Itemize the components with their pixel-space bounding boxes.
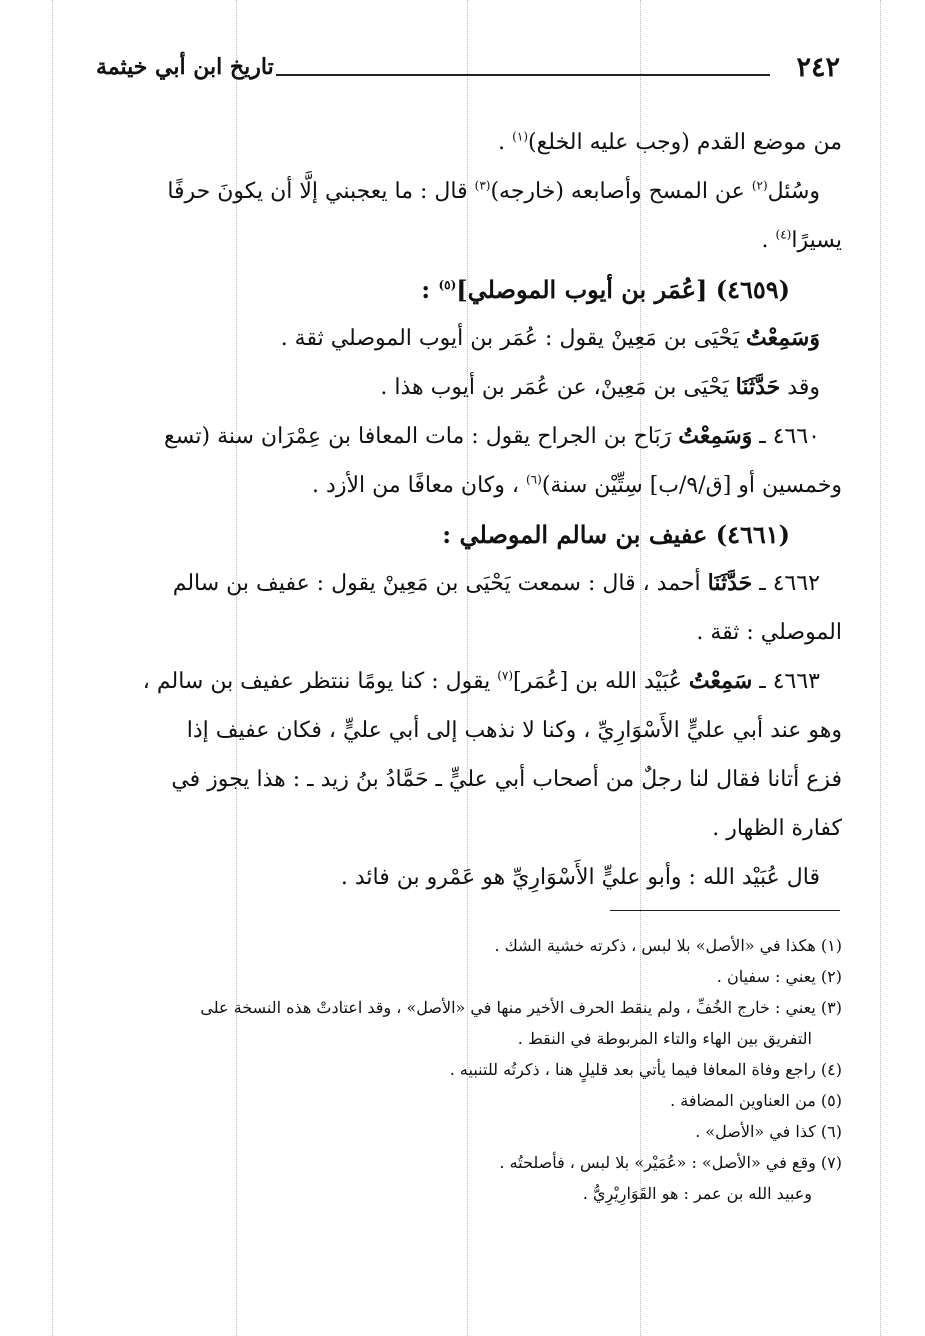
- footnote-ref: (٤): [775, 227, 792, 242]
- footnote: (٣) يعني : خارج الخُفِّ ، ولم ينقط الحرف الأخير منها في «الأصل» ، وقد اعتادتْ هذه النسخة على: [200, 998, 842, 1017]
- footnote: (١) هكذا في «الأصل» بلا لبس ، ذكرته خشية الشك .: [494, 936, 842, 955]
- footnote-ref: (٧): [497, 668, 514, 683]
- footnote: (٦) كذا في «الأصل» .: [695, 1122, 842, 1141]
- footnote-ref: (٥): [438, 278, 457, 292]
- header-rule: [276, 74, 770, 76]
- text-line: وَسَمِعْتُ يَحْيَى بن مَعِينْ يقول : عُمَر بن أيوب الموصلي ثقة .: [280, 325, 820, 351]
- entry-title: (٤٦٦١) عفيف بن سالم الموصلي :: [442, 520, 790, 549]
- page-number: ٢٤٢: [796, 52, 840, 83]
- footnote-rule: [610, 910, 840, 911]
- text-line: قال عُبَيْد الله : وأبو عليٍّ الأَسْوَارِيِّ هو عَمْرو بن فائد .: [340, 865, 820, 890]
- footnote: (٤) راجع وفاة المعافا فيما يأتي بعد قليلٍ هنا ، ذكرتُه للتنبيه .: [449, 1060, 842, 1079]
- footnote-continuation: التفريق بين الهاء والتاء المربوطة في النقط .: [517, 1029, 812, 1048]
- scan-guide-line: [880, 0, 881, 1336]
- book-title: تاريخ ابن أبي خيثمة: [96, 54, 274, 80]
- text-line: ٤٦٦٢ ـ حَدَّثَنَا أحمد ، قال : سمعت يَحْيَى بن مَعِينْ يقول : عفيف بن سالم: [172, 570, 820, 596]
- text-line: وسُئل$^{(٢)}$ عن المسح وأصابعه (خارجه)$^{(٣)}$ قال : ما يعجبني إلَّا أن يكونَ حرفًا: [167, 178, 820, 204]
- text-line: فزع أتانا فقال لنا رجلٌ من أصحاب أبي عليٍّ ـ حَمَّادُ بنُ زيد ـ : هذا يجوز في: [171, 767, 842, 792]
- text-line: وخمسين أو [ق/٩/ب] سِتِّيْن سنة)$^{(٦)}$ ، وكان معافًا من الأزد .: [312, 472, 842, 498]
- footnote-ref: (٢): [751, 178, 768, 193]
- text-line: كفارة الظهار .: [712, 816, 842, 841]
- main-text: [98, 118, 842, 902]
- footnote-ref: (٣): [474, 178, 491, 193]
- text-line: من موضع القدم (وجب عليه الخلع)$^{(١)}$ .: [498, 129, 842, 155]
- footnote: (٢) يعني : سفيان .: [716, 967, 842, 986]
- text-line: ٤٦٦٠ ـ وَسَمِعْتُ رَبَاح بن الجراح يقول : مات المعافا بن عِمْرَان سنة (تسع: [164, 423, 820, 449]
- footnote: (٥) من العناوين المضافة .: [670, 1091, 842, 1110]
- scan-guide-line: [52, 0, 53, 1336]
- text-line: يسيرًا$^{(٤)}$ .: [761, 227, 842, 253]
- entry-title: (٤٦٥٩) [عُمَر بن أيوب الموصلي]$^{(٥)}$ :: [421, 275, 790, 304]
- footnote-continuation: وعبيد الله بن عمر : هو القَوَارِيْرِيُّ .: [582, 1184, 812, 1203]
- footnote: (٧) وقع في «الأصل» : «عُمَيْر» بلا لبس ، فأصلحتُه .: [499, 1153, 842, 1172]
- text-line: ٤٦٦٣ ـ سَمِعْتُ عُبَيْد الله بن [عُمَر]$^{(٧)}$ يقول : كنا يومًا ننتظر عفيف بن سالم ،: [142, 668, 820, 694]
- page-header: [96, 52, 840, 96]
- text-line: وقد حَدَّثَنَا يَحْيَى بن مَعِينْ، عن عُمَر بن أيوب هذا .: [380, 374, 820, 400]
- footnote-ref: (١): [512, 129, 528, 144]
- text-line: الموصلي : ثقة .: [696, 620, 842, 645]
- footnote-ref: (٦): [525, 472, 542, 487]
- footnotes: [98, 930, 842, 1209]
- text-line: وهو عند أبي عليٍّ الأَسْوَارِيِّ ، وكنا لا نذهب إلى أبي عليٍّ ، فكان عفيف إذا: [186, 718, 842, 743]
